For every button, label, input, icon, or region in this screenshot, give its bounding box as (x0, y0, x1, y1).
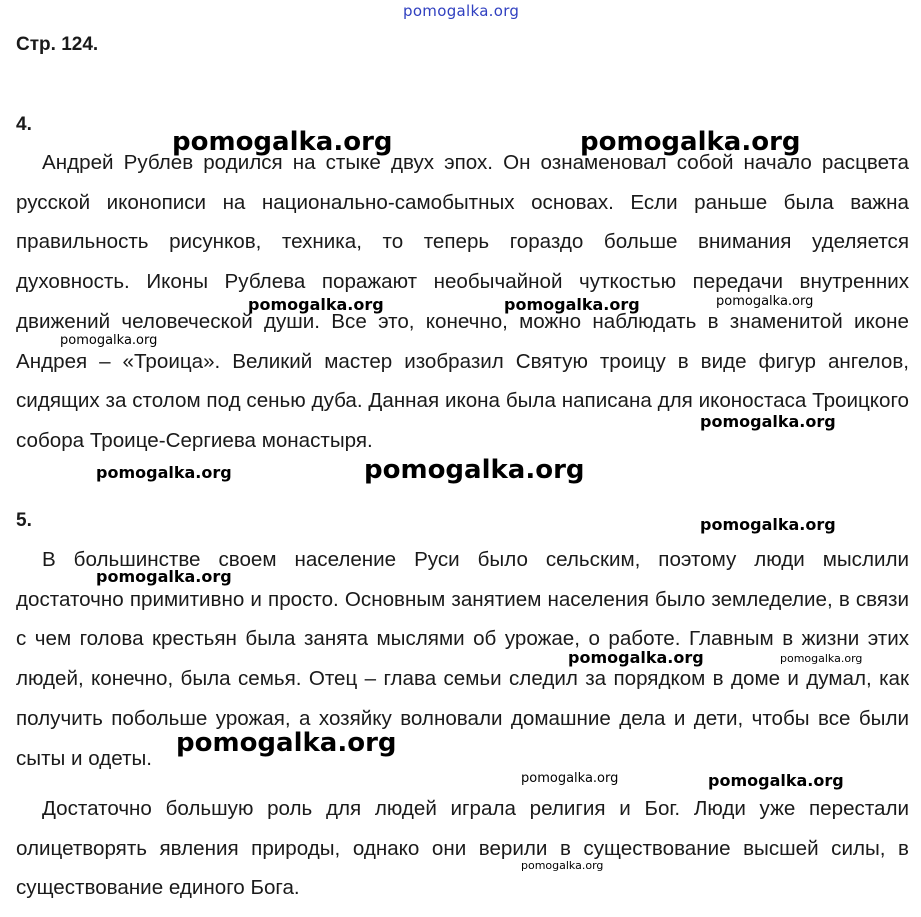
watermark-top-link[interactable]: pomogalka.org (403, 2, 520, 20)
page-reference: Стр. 124. (16, 34, 99, 55)
watermark: pomogalka.org (708, 771, 844, 790)
watermark: pomogalka.org (700, 412, 836, 431)
watermark: pomogalka.org (568, 648, 704, 667)
question-number-5: 5. (16, 510, 32, 531)
watermark: pomogalka.org (780, 652, 863, 665)
answer-paragraph-4: Андрей Рублев родился на стыке двух эпох. Он ознаменовал собой начало расцвета русской иконописи на национально-самобытных основах. Если раньше была важна правильность рисунков, техника, то теперь гораздо больше внимания уделяется духовность. Иконы Рублева поражают необычайной чуткостью передачи внутренних движений человеческой души. Все это, конечно, можно наблюдать в знаменитой иконе Андрея – «Троица». Великий мастер изобразил Святую троицу в виде фигур ангелов, сидящих за столом под сенью дуба. Данная икона была написана для иконостаса Троицкого собора Троице-Сергиева монастыря. (16, 151, 909, 452)
watermark: pomogalka.org (521, 859, 604, 872)
watermark: pomogalka.org (176, 728, 397, 758)
watermark: pomogalka.org (700, 515, 836, 534)
watermark: pomogalka.org (96, 567, 232, 586)
answer-paragraph-5b: Достаточно большую роль для людей играла религия и Бог. Люди уже перестали олицетворять явления природы, однако они верили в существование высшей силы, в существование единого Бога. (16, 797, 909, 900)
watermark: pomogalka.org (172, 127, 393, 157)
watermark: pomogalka.org (248, 295, 384, 314)
question-number-4: 4. (16, 114, 32, 135)
watermark: pomogalka.org (60, 333, 158, 348)
answer-paragraph-5a: В большинстве своем население Руси было сельским, поэтому люди мыслили достаточно примитивно и просто. Основным занятием населения было земледелие, в связи с чем голова крестьян была занята мыслями об урожае, о работе. Главным в жизни этих людей, конечно, была семья. Отец – глава семьи следил за порядком в доме и думал, как получить побольше урожая, а хозяйку волновали домашние дела и дети, чтобы все были сыты и одеты. (16, 548, 909, 770)
watermark: pomogalka.org (96, 463, 232, 482)
watermark: pomogalka.org (364, 455, 585, 485)
watermark: pomogalka.org (521, 771, 619, 786)
watermark: pomogalka.org (504, 295, 640, 314)
watermark: pomogalka.org (580, 127, 801, 157)
watermark: pomogalka.org (716, 294, 814, 309)
